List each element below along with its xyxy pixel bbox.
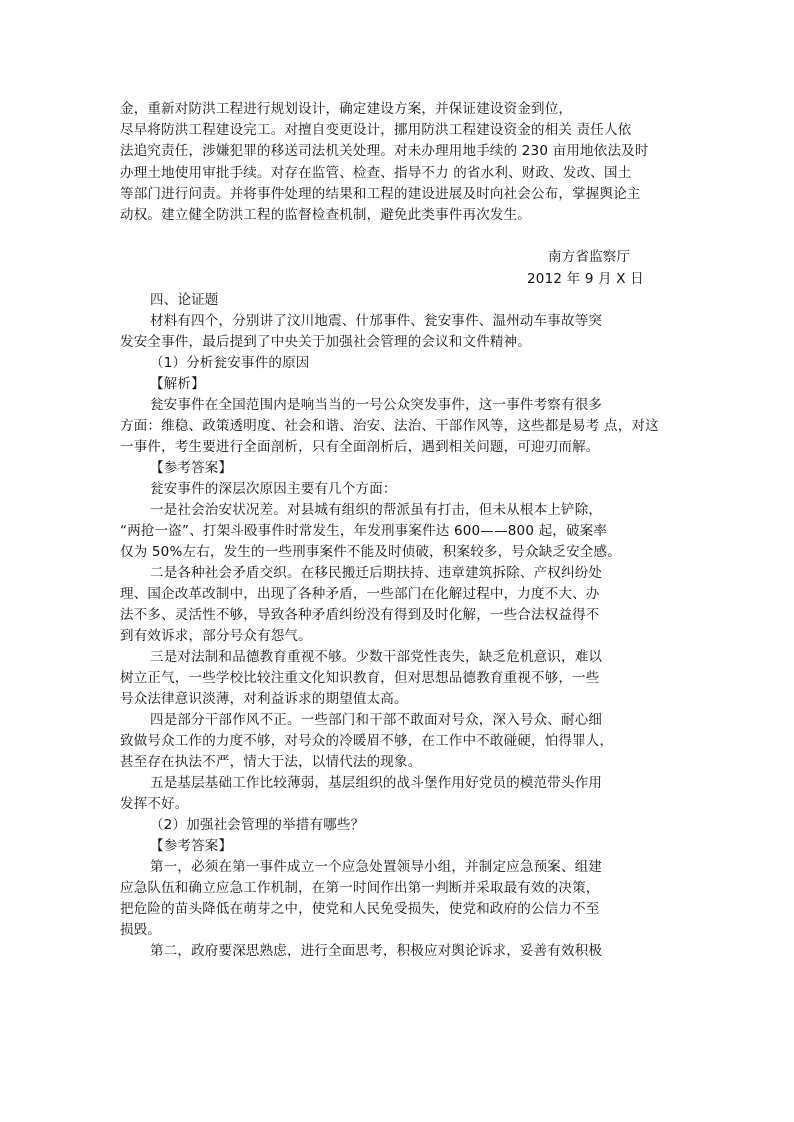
text-line: 二是各种社会矛盾交织。在移民搬迁后期扶持、违章建筑拆除、产权纠纷处 bbox=[150, 565, 603, 581]
text-line: 第一，必须在第一事件成立一个应急处置领导小组，并制定应急预案、组建 bbox=[150, 859, 603, 875]
text-line: 号众法律意识淡薄，对利益诉求的期望值太高。 bbox=[120, 691, 408, 707]
text-line: 理、国企改革改制中，出现了各种矛盾，一些部门在化解过程中，力度不大、办 bbox=[120, 586, 600, 602]
text-line: 金，重新对防洪工程进行规划设计，确定建设方案，并保证建设资金到位， bbox=[120, 101, 573, 117]
signature-date: 2012 年 9 月 X 日 bbox=[527, 271, 644, 287]
text-line: 发安全事件，最后提到了中央关于加强社会管理的会议和文件精神。 bbox=[120, 334, 531, 350]
text-line: 材料有四个，分别讲了汶川地震、什邡事件、瓮安事件、温州动车事故等突 bbox=[150, 313, 603, 329]
text-line: “两抢一盗”、打架斗殴事件时常发生，年发刑事案件达 600——800 起，破案率 bbox=[120, 523, 608, 539]
label-answer: 【参考答案】 bbox=[150, 838, 233, 854]
section-heading: 四、论证题 bbox=[150, 292, 219, 308]
text-line: 把危险的苗头降低在萌芽之中，使党和人民免受损失，使党和政府的公信力不至 bbox=[120, 901, 600, 917]
question-heading: （2）加强社会管理的举措有哪些？ bbox=[150, 817, 365, 833]
label-answer: 【参考答案】 bbox=[150, 460, 233, 476]
text-line: 瓮安事件在全国范围内是响当当的一号公众突发事件，这一事件考察有很多 bbox=[150, 397, 603, 413]
text-line: 五是基层基础工作比较薄弱，基层组织的战斗堡作用好党员的模范带头作用 bbox=[150, 775, 603, 791]
text-line: 法不多、灵活性不够，导致各种矛盾纠纷没有得到及时化解，一些合法权益得不 bbox=[120, 607, 600, 623]
text-line: 仅为 50%左右，发生的一些刑事案件不能及时侦破，积案较多，号众缺乏安全感。 bbox=[120, 544, 621, 560]
text-line: 应急队伍和确立应急工作机制，在第一时间作出第一判断并采取最有效的决策， bbox=[120, 880, 600, 896]
text-line: 方面：维稳、政策透明度、社会和谐、治安、法治、干部作风等，这些都是易考 点，对这 bbox=[120, 418, 659, 434]
text-line: 等部门进行问责。并将事件处理的结果和工程的建设进展及时向社会公布，掌握舆论主 bbox=[120, 186, 641, 202]
text-line: 尽早将防洪工程建设完工。对擅自变更设计，挪用防洪工程建设资金的相关 责任人依 bbox=[120, 122, 632, 138]
text-line: 一事件，考生要进行全面剖析，只有全面剖析后，遇到相关问题，可迎刃而解。 bbox=[120, 439, 600, 455]
text-line: 第二，政府要深思熟虑，进行全面思考，积极应对舆论诉求，妥善有效积极 bbox=[150, 943, 603, 959]
signature-org: 南方省监察厅 bbox=[548, 249, 631, 265]
question-heading: （1）分析瓮安事件的原因 bbox=[150, 355, 310, 371]
text-line: 损毁。 bbox=[120, 922, 162, 938]
text-line: 一是社会治安状况差。对县城有组织的帮派虽有打击，但未从根本上铲除， bbox=[150, 502, 603, 518]
text-line: 到有效诉求，部分号众有怨气。 bbox=[120, 628, 312, 644]
text-line: 三是对法制和品德教育重视不够。少数干部党性丧失，缺乏危机意识，难以 bbox=[150, 649, 603, 665]
text-line: 甚至存在执法不严，情大于法，以情代法的现象。 bbox=[120, 754, 422, 770]
text-line: 瓮安事件的深层次原因主要有几个方面： bbox=[150, 481, 397, 497]
text-line: 动权。建立健全防洪工程的监督检查机制，避免此类事件再次发生。 bbox=[120, 207, 531, 223]
text-line: 办理土地使用审批手续。对存在监管、检查、指导不力 的省水利、财政、发改、国土 bbox=[120, 165, 632, 181]
text-line: 发挥不好。 bbox=[120, 796, 189, 812]
text-line: 法追究责任，涉嫌犯罪的移送司法机关处理。对未办理用地手续的 230 亩用地依法及时 bbox=[120, 143, 649, 159]
text-line: 四是部分干部作风不正。一些部门和干部不敢面对号众，深入号众、耐心细 bbox=[150, 712, 603, 728]
text-line: 致做号众工作的力度不够，对号众的冷暖眉不够，在工作中不敢碰硬，怕得罪人， bbox=[120, 733, 614, 749]
text-line: 树立正气，一些学校比较注重文化知识教育，但对思想品德教育重视不够，一些 bbox=[120, 670, 600, 686]
label-analysis: 【解析】 bbox=[150, 376, 205, 392]
